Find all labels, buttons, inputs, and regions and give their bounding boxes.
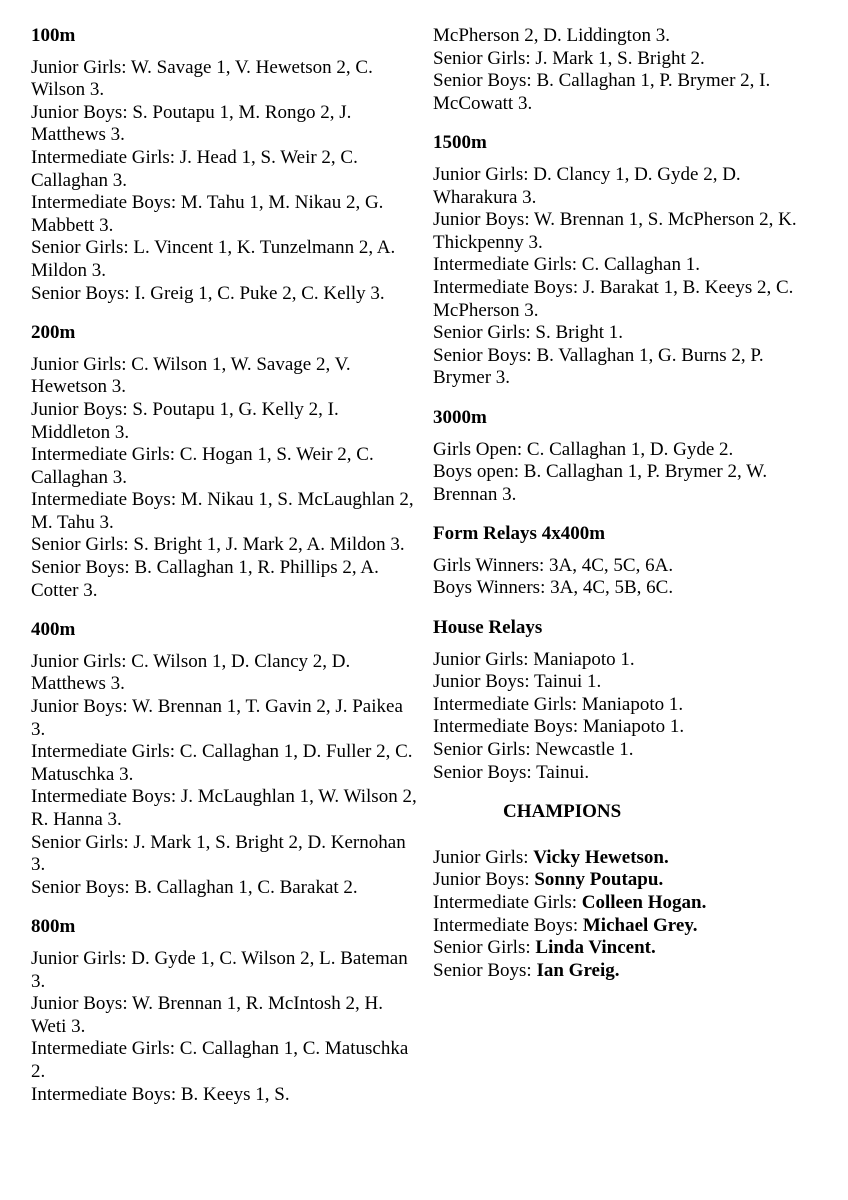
section-800m	[31, 916, 417, 1106]
result-line: Intermediate Girls: C. Hogan 1, S. Weir 2, C. Callaghan 3.	[31, 444, 374, 488]
result-line: Senior Girls: S. Bright 1, J. Mark 2, A. Mildon 3.	[31, 534, 405, 556]
result-line: Junior Girls: C. Wilson 1, W. Savage 2, V. Hewetson 3.	[31, 353, 351, 398]
result-line: Intermediate Girls: J. Head 1, S. Weir 2, C. Callaghan 3.	[31, 146, 358, 191]
result-line: Intermediate Boys: J. Barakat 1, B. Keeys 2, C. McPherson 3.	[433, 276, 794, 321]
result-line: Junior Boys: S. Poutapu 1, M. Rongo 2, J. Matthews 3.	[31, 101, 352, 146]
result-line: Senior Boys: B. Vallaghan 1, G. Burns 2, P. Brymer 3.	[433, 344, 764, 389]
champion-entry	[433, 869, 825, 892]
result-line: Senior Boys: B. Callaghan 1, P. Brymer 2, I. McCowatt 3.	[433, 70, 771, 114]
result-line: Junior Girls: Maniapoto 1.	[433, 648, 635, 670]
section-heading: 3000m	[433, 406, 487, 428]
result-line: Intermediate Girls: C. Callaghan 1, C. Matuschka 2.	[31, 1038, 409, 1082]
champion-name: Colleen Hogan.	[581, 892, 707, 913]
champion-name: Vicky Hewetson.	[533, 846, 669, 868]
result-line: Junior Girls: C. Wilson 1, D. Clancy 2, D. Matthews 3.	[31, 650, 351, 695]
section-200m	[31, 322, 417, 602]
result-line: Junior Boys: Tainui 1.	[433, 671, 602, 693]
section-form-relays	[433, 523, 825, 600]
champion-category: Senior Boys:	[433, 959, 537, 981]
result-line: McPherson 2, D. Liddington 3.	[433, 25, 670, 46]
result-line: Intermediate Boys: Maniapoto 1.	[433, 716, 685, 738]
section-800m-continued	[433, 25, 825, 115]
section-3000m	[433, 407, 825, 506]
champion-entry	[433, 847, 825, 870]
result-line: Intermediate Boys: B. Keeys 1, S.	[31, 1083, 290, 1105]
section-house-relays	[433, 617, 825, 784]
section-champions	[433, 801, 825, 982]
section-heading: Form Relays 4x400m	[433, 523, 606, 545]
result-line: Senior Girls: L. Vincent 1, K. Tunzelmann 2, A. Mildon 3.	[31, 237, 396, 281]
section-heading: 1500m	[433, 132, 487, 154]
champion-entry	[433, 960, 825, 983]
champion-entry	[433, 937, 825, 960]
champion-name: Michael Grey.	[582, 914, 698, 936]
result-line: Senior Girls: J. Mark 1, S. Bright 2, D. Kernohan 3.	[31, 831, 406, 876]
champion-category: Junior Boys:	[433, 869, 535, 891]
section-heading: House Relays	[433, 617, 543, 639]
section-400m	[31, 619, 417, 899]
result-line: Senior Girls: S. Bright 1.	[433, 322, 624, 344]
left-column	[31, 25, 417, 1123]
champion-entry	[433, 915, 825, 938]
result-line: Junior Girls: D. Clancy 1, D. Gyde 2, D. Wharakura 3.	[433, 163, 741, 208]
section-heading: 800m	[31, 916, 76, 938]
champion-category: Junior Girls:	[433, 846, 534, 868]
result-line: Senior Boys: B. Callaghan 1, R. Phillips 2, A. Cotter 3.	[31, 557, 379, 601]
champion-category: Intermediate Boys:	[433, 914, 583, 936]
result-line: Intermediate Girls: Maniapoto 1.	[433, 693, 684, 715]
champion-category: Senior Girls:	[433, 937, 536, 959]
champion-category: Intermediate Girls:	[433, 892, 582, 913]
result-line: Junior Girls: D. Gyde 1, C. Wilson 2, L. Bateman 3.	[31, 947, 408, 992]
result-line: Junior Boys: W. Brennan 1, T. Gavin 2, J. Paikea 3.	[31, 696, 403, 740]
section-100m	[31, 25, 417, 305]
champion-name: Ian Greig.	[536, 959, 620, 981]
result-line: Boys Winners: 3A, 4C, 5B, 6C.	[433, 577, 674, 599]
result-line: Senior Boys: B. Callaghan 1, C. Barakat 2.	[31, 876, 358, 898]
champion-name: Sonny Poutapu.	[534, 869, 664, 891]
result-line: Junior Girls: W. Savage 1, V. Hewetson 2, C. Wilson 3.	[31, 56, 373, 101]
result-line: Intermediate Boys: M. Tahu 1, M. Nikau 2, G. Mabbett 3.	[31, 192, 384, 236]
result-line: Junior Boys: S. Poutapu 1, G. Kelly 2, I. Middleton 3.	[31, 398, 339, 443]
section-heading: 100m	[31, 25, 76, 46]
result-line: Intermediate Girls: C. Callaghan 1, D. Fuller 2, C. Matuschka 3.	[31, 741, 413, 785]
section-heading: 400m	[31, 619, 76, 641]
right-column	[433, 25, 825, 999]
result-line: Junior Boys: W. Brennan 1, S. McPherson 2, K. Thickpenny 3.	[433, 209, 797, 253]
result-line: Junior Boys: W. Brennan 1, R. McIntosh 2, H. Weti 3.	[31, 993, 384, 1037]
result-line: Intermediate Girls: C. Callaghan 1.	[433, 254, 700, 276]
result-line: Senior Girls: J. Mark 1, S. Bright 2.	[433, 47, 705, 69]
result-line: Girls Open: C. Callaghan 1, D. Gyde 2.	[433, 438, 734, 460]
section-1500m	[433, 132, 825, 390]
section-heading: 200m	[31, 322, 76, 344]
champions-title: CHAMPIONS	[503, 801, 622, 823]
result-line: Senior Boys: I. Greig 1, C. Puke 2, C. Kelly 3.	[31, 282, 385, 304]
result-line: Senior Girls: Newcastle 1.	[433, 739, 634, 761]
result-line: Intermediate Boys: M. Nikau 1, S. McLaughlan 2, M. Tahu 3.	[31, 489, 414, 533]
champion-name: Linda Vincent.	[535, 937, 656, 959]
result-line: Senior Boys: Tainui.	[433, 761, 590, 783]
result-line: Boys open: B. Callaghan 1, P. Brymer 2, W. Brennan 3.	[433, 461, 768, 505]
result-line: Girls Winners: 3A, 4C, 5C, 6A.	[433, 554, 674, 576]
champion-entry	[433, 892, 825, 915]
result-line: Intermediate Boys: J. McLaughlan 1, W. Wilson 2, R. Hanna 3.	[31, 786, 417, 830]
